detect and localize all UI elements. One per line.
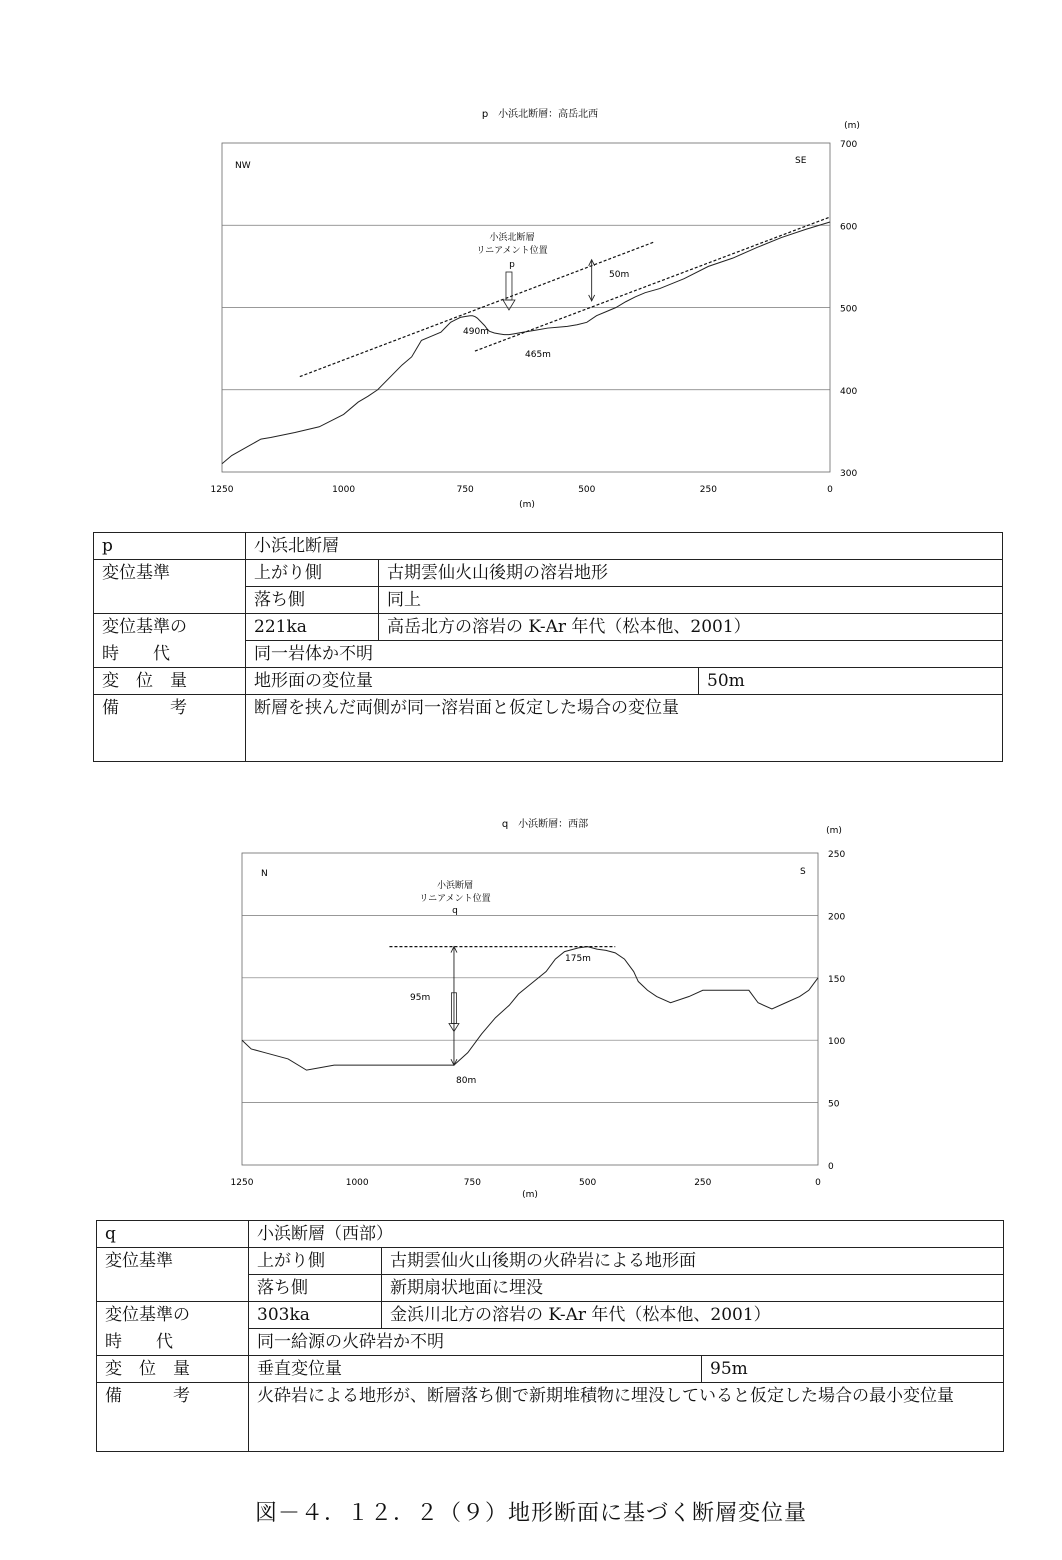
y-tick-label: 150	[828, 974, 846, 985]
x-tick-label: 1000	[345, 1178, 369, 1188]
y-tick-label: 100	[828, 1037, 846, 1048]
x-tick-label: 500	[579, 1178, 597, 1188]
x-unit-label: (m)	[519, 500, 535, 510]
upthrown-label: 175m	[565, 954, 591, 964]
x-tick-label: 0	[815, 1178, 821, 1188]
displacement-type: 地形面の変位量	[246, 668, 699, 695]
y-tick-label: 250	[828, 850, 846, 860]
y-tick-label: 0	[828, 1162, 834, 1172]
x-tick-label: 500	[578, 485, 596, 495]
direction-left: NW	[235, 161, 251, 171]
age-note-2: 同一岩体か不明	[246, 641, 1003, 668]
y-tick-label: 700	[840, 140, 858, 150]
lineament-label-2: リニアメント位置	[476, 246, 548, 256]
table-id: q	[97, 1221, 249, 1248]
lineament-label-1: 小浜北断層	[489, 233, 535, 243]
fault-name: 小浜北断層	[246, 533, 1003, 560]
plot-frame	[242, 853, 818, 1165]
lineament-label-1: 小浜断層	[436, 881, 474, 891]
y-tick-label: 50	[828, 1099, 840, 1110]
lineament-label-2: リニアメント位置	[419, 894, 491, 904]
x-unit-label: (m)	[522, 1190, 538, 1200]
down-side-value: 同上	[379, 587, 1003, 614]
x-tick-label: 1250	[230, 1178, 254, 1188]
direction-left: N	[261, 869, 268, 879]
downthrown-label: 80m	[456, 1076, 477, 1086]
remark-text: 火砕岩による地形が、断層落ち側で新期堆積物に埋没していると仮定した場合の最小変位量	[249, 1383, 1004, 1452]
y-unit-label: (m)	[826, 826, 842, 836]
y-tick-label: 500	[840, 304, 858, 315]
down-side-label: 落ち側	[249, 1275, 382, 1302]
up-side-label: 上がり側	[249, 1248, 382, 1275]
up-side-label: 上がり側	[246, 560, 379, 587]
age-label-1: 変位基準の	[97, 1302, 249, 1329]
displacement-value: 95m	[702, 1356, 1004, 1383]
age-note-2: 同一給源の火砕岩か不明	[249, 1329, 1004, 1356]
chart-title: p 小浜北断層：高岳北西	[481, 109, 599, 120]
displacement-type: 垂直変位量	[249, 1356, 702, 1383]
up-side-value: 古期雲仙火山後期の溶岩地形	[379, 560, 1003, 587]
age-note: 金浜川北方の溶岩の K-Ar 年代（松本他、2001）	[382, 1302, 1004, 1329]
remark-text: 断層を挟んだ両側が同一溶岩面と仮定した場合の変位量	[246, 695, 1003, 762]
up-side-value: 古期雲仙火山後期の火砕岩による地形面	[382, 1248, 1004, 1275]
y-unit-label: (m)	[844, 121, 860, 131]
y-tick-label: 600	[840, 222, 858, 233]
age-value: 221ka	[246, 614, 379, 641]
age-note: 高岳北方の溶岩の K-Ar 年代（松本他、2001）	[379, 614, 1003, 641]
age-label-2: 時 代	[97, 1329, 249, 1356]
x-tick-label: 250	[699, 485, 717, 495]
remark-label: 備 考	[94, 695, 246, 762]
displacement-label: 変 位 量	[97, 1356, 249, 1383]
down-side-value: 新期扇状地面に埋没	[382, 1275, 1004, 1302]
down-side-label: 落ち側	[246, 587, 379, 614]
offset-label: 50m	[609, 270, 630, 280]
remark-label: 備 考	[97, 1383, 249, 1452]
fault-name: 小浜断層（西部）	[249, 1221, 1004, 1248]
downthrown-label: 465m	[525, 350, 551, 360]
terrain-profile-line	[242, 947, 818, 1071]
lineament-marker: p	[509, 260, 515, 270]
y-tick-label: 300	[840, 469, 858, 479]
direction-right: SE	[795, 156, 807, 166]
info-table-q	[96, 1220, 1004, 1452]
x-tick-label: 750	[456, 485, 474, 495]
x-tick-label: 1250	[210, 485, 234, 495]
table-id: p	[94, 533, 246, 560]
y-tick-label: 400	[840, 386, 858, 397]
y-tick-label: 200	[828, 912, 846, 923]
figure-caption: 図－４．１２．２（９）地形断面に基づく断層変位量	[254, 1501, 807, 1526]
x-tick-label: 750	[463, 1178, 481, 1188]
offset-label: 95m	[410, 993, 431, 1003]
age-label-1: 変位基準の	[94, 614, 246, 641]
x-tick-label: 0	[827, 485, 833, 495]
x-tick-label: 250	[694, 1178, 712, 1188]
age-label-2: 時 代	[94, 641, 246, 668]
reference-label: 変位基準	[97, 1248, 249, 1302]
displacement-value: 50m	[699, 668, 1003, 695]
age-value: 303ka	[249, 1302, 382, 1329]
displacement-label: 変 位 量	[94, 668, 246, 695]
reference-label: 変位基準	[94, 560, 246, 614]
lineament-marker: q	[452, 906, 458, 916]
chart-title: q 小浜断層：西部	[501, 819, 589, 830]
direction-right: S	[800, 867, 806, 877]
upthrown-label: 490m	[463, 327, 489, 337]
x-tick-label: 1000	[332, 485, 356, 495]
